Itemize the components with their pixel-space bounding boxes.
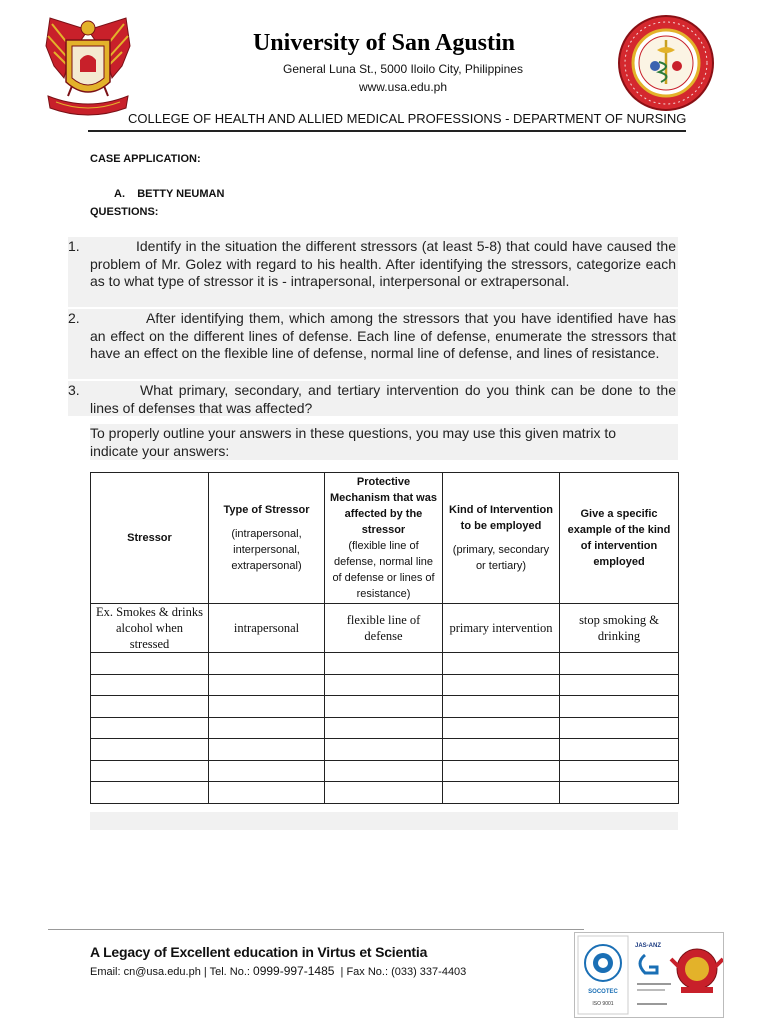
answer-cell[interactable] (91, 653, 209, 675)
table-row (91, 760, 679, 782)
question-1-text: Identify in the situation the different stressors (at least 5-8) that could have caused the problem of Mr. Golez with regard to his health. After identifying the stressors, categorize each as to what type of stressor it is - intrapersonal, interpersonal or extrapersonal. (90, 238, 676, 290)
answer-cell[interactable] (209, 739, 325, 761)
instruction-line-2: indicate your answers: (90, 443, 230, 459)
example-intervention-kind[interactable]: primary intervention (443, 604, 560, 653)
answer-cell[interactable] (325, 739, 443, 761)
questions-label: QUESTIONS: (90, 206, 159, 218)
answer-cell[interactable] (443, 739, 560, 761)
table-row (91, 782, 679, 804)
blank-answer-rows (91, 653, 679, 804)
answer-cell[interactable] (443, 653, 560, 675)
jas-anz-label: JAS-ANZ (635, 943, 662, 949)
iso-label: ISO 9001 (592, 1001, 614, 1007)
footer-divider (48, 929, 584, 930)
table-row (91, 674, 679, 696)
answer-cell[interactable] (209, 760, 325, 782)
table-row (91, 739, 679, 761)
instruction-line-1: To properly outline your answers in these questions, you may use this given matrix to (90, 425, 617, 441)
answer-cell[interactable] (209, 653, 325, 675)
answer-cell[interactable] (443, 760, 560, 782)
answer-cell[interactable] (560, 739, 679, 761)
example-specific-intervention[interactable]: stop smoking & drinking (560, 604, 679, 653)
answer-cell[interactable] (443, 674, 560, 696)
matrix-instruction (90, 424, 678, 460)
footer-fax: | Fax No.: (033) 337-4403 (334, 966, 467, 978)
answer-cell[interactable] (325, 674, 443, 696)
header-mechanism-title: Protective Mechanism that was affected by the stressor (330, 476, 437, 536)
question-2-text: After identifying them, which among the stressors that you have identified have has an effect on the different lines of defense. Each line of defense, enumerate the stressors that have an effect on the flexible line of defense, normal line of defense, and lines of resistance. (90, 310, 676, 362)
university-address: General Luna St., 5000 Iloilo City, Philippines (283, 62, 523, 76)
certification-badges (574, 932, 724, 1018)
question-3-text: What primary, secondary, and tertiary intervention do you think can be done to the lines of defenses that was affected? (90, 382, 676, 416)
answer-cell[interactable] (209, 696, 325, 718)
header-kind-title: Kind of Intervention to be employed (449, 504, 553, 532)
header-type-of-stressor (209, 473, 325, 604)
table-header-row (91, 473, 679, 604)
answer-matrix-table (90, 472, 679, 804)
answer-cell[interactable] (91, 760, 209, 782)
answer-cell[interactable] (91, 739, 209, 761)
answer-cell[interactable] (209, 674, 325, 696)
footer-email: Email: cn@usa.edu.ph | Tel. No.: (90, 966, 254, 978)
header-example-title: Give a specific example of the kind of intervention employed (567, 508, 671, 568)
answer-cell[interactable] (325, 782, 443, 804)
answer-cell[interactable] (560, 696, 679, 718)
header-stressor-title: Stressor (127, 532, 172, 544)
table-row-example (91, 604, 679, 653)
answer-cell[interactable] (443, 782, 560, 804)
header-mechanism-sub: (flexible line of defense, normal line of defense or lines of resistance) (332, 540, 435, 600)
table-row (91, 653, 679, 675)
example-stressor[interactable]: Ex. Smokes & drinks alcohol when stressed (91, 604, 209, 653)
header-kind-of-intervention (443, 473, 560, 604)
question-2 (68, 310, 676, 363)
example-mechanism[interactable]: flexible line of defense (325, 604, 443, 653)
question-1-number: 1. (68, 238, 80, 254)
answer-cell[interactable] (325, 696, 443, 718)
header-specific-example (560, 473, 679, 604)
theorist-heading: A. BETTY NEUMAN (114, 188, 225, 200)
footer-tagline: A Legacy of Excellent education in Virtus et Scientia (90, 944, 428, 960)
question-3-number: 3. (68, 382, 80, 398)
college-department-line: COLLEGE OF HEALTH AND ALLIED MEDICAL PROFESSIONS - DEPARTMENT OF NURSING (128, 111, 687, 126)
table-row (91, 696, 679, 718)
empty-paragraph-band (90, 812, 678, 830)
table-row (91, 717, 679, 739)
header-type-title: Type of Stressor (223, 504, 310, 516)
answer-cell[interactable] (560, 782, 679, 804)
answer-cell[interactable] (560, 653, 679, 675)
answer-cell[interactable] (209, 717, 325, 739)
small-university-crest-icon (671, 949, 723, 993)
answer-cell[interactable] (443, 717, 560, 739)
answer-cell[interactable] (91, 696, 209, 718)
answer-cell[interactable] (325, 717, 443, 739)
header-protective-mechanism (325, 473, 443, 604)
answer-cell[interactable] (443, 696, 560, 718)
header-kind-sub: (primary, secondary or tertiary) (452, 544, 550, 572)
header-divider (88, 130, 686, 132)
socotec-label: SOCOTEC (588, 989, 618, 995)
example-type[interactable]: intrapersonal (209, 604, 325, 653)
answer-cell[interactable] (91, 717, 209, 739)
answer-cell[interactable] (325, 653, 443, 675)
jas-anz-mark-icon (637, 955, 671, 1005)
university-name: University of San Agustin (252, 30, 516, 56)
case-application-label: CASE APPLICATION: (90, 153, 201, 165)
header-stressor (91, 473, 209, 604)
header-type-sub: (intrapersonal, interpersonal, extrapersonal) (231, 528, 302, 572)
answer-cell[interactable] (560, 717, 679, 739)
footer-contact (90, 964, 466, 978)
question-1 (68, 238, 676, 291)
answer-cell[interactable] (325, 760, 443, 782)
answer-cell[interactable] (91, 782, 209, 804)
university-website: www.usa.edu.ph (358, 80, 448, 94)
question-3 (68, 382, 676, 417)
answer-cell[interactable] (560, 674, 679, 696)
footer-tel: 0999-997-1485 (253, 964, 335, 978)
question-2-number: 2. (68, 310, 80, 326)
answer-cell[interactable] (560, 760, 679, 782)
answer-cell[interactable] (209, 782, 325, 804)
answer-cell[interactable] (91, 674, 209, 696)
